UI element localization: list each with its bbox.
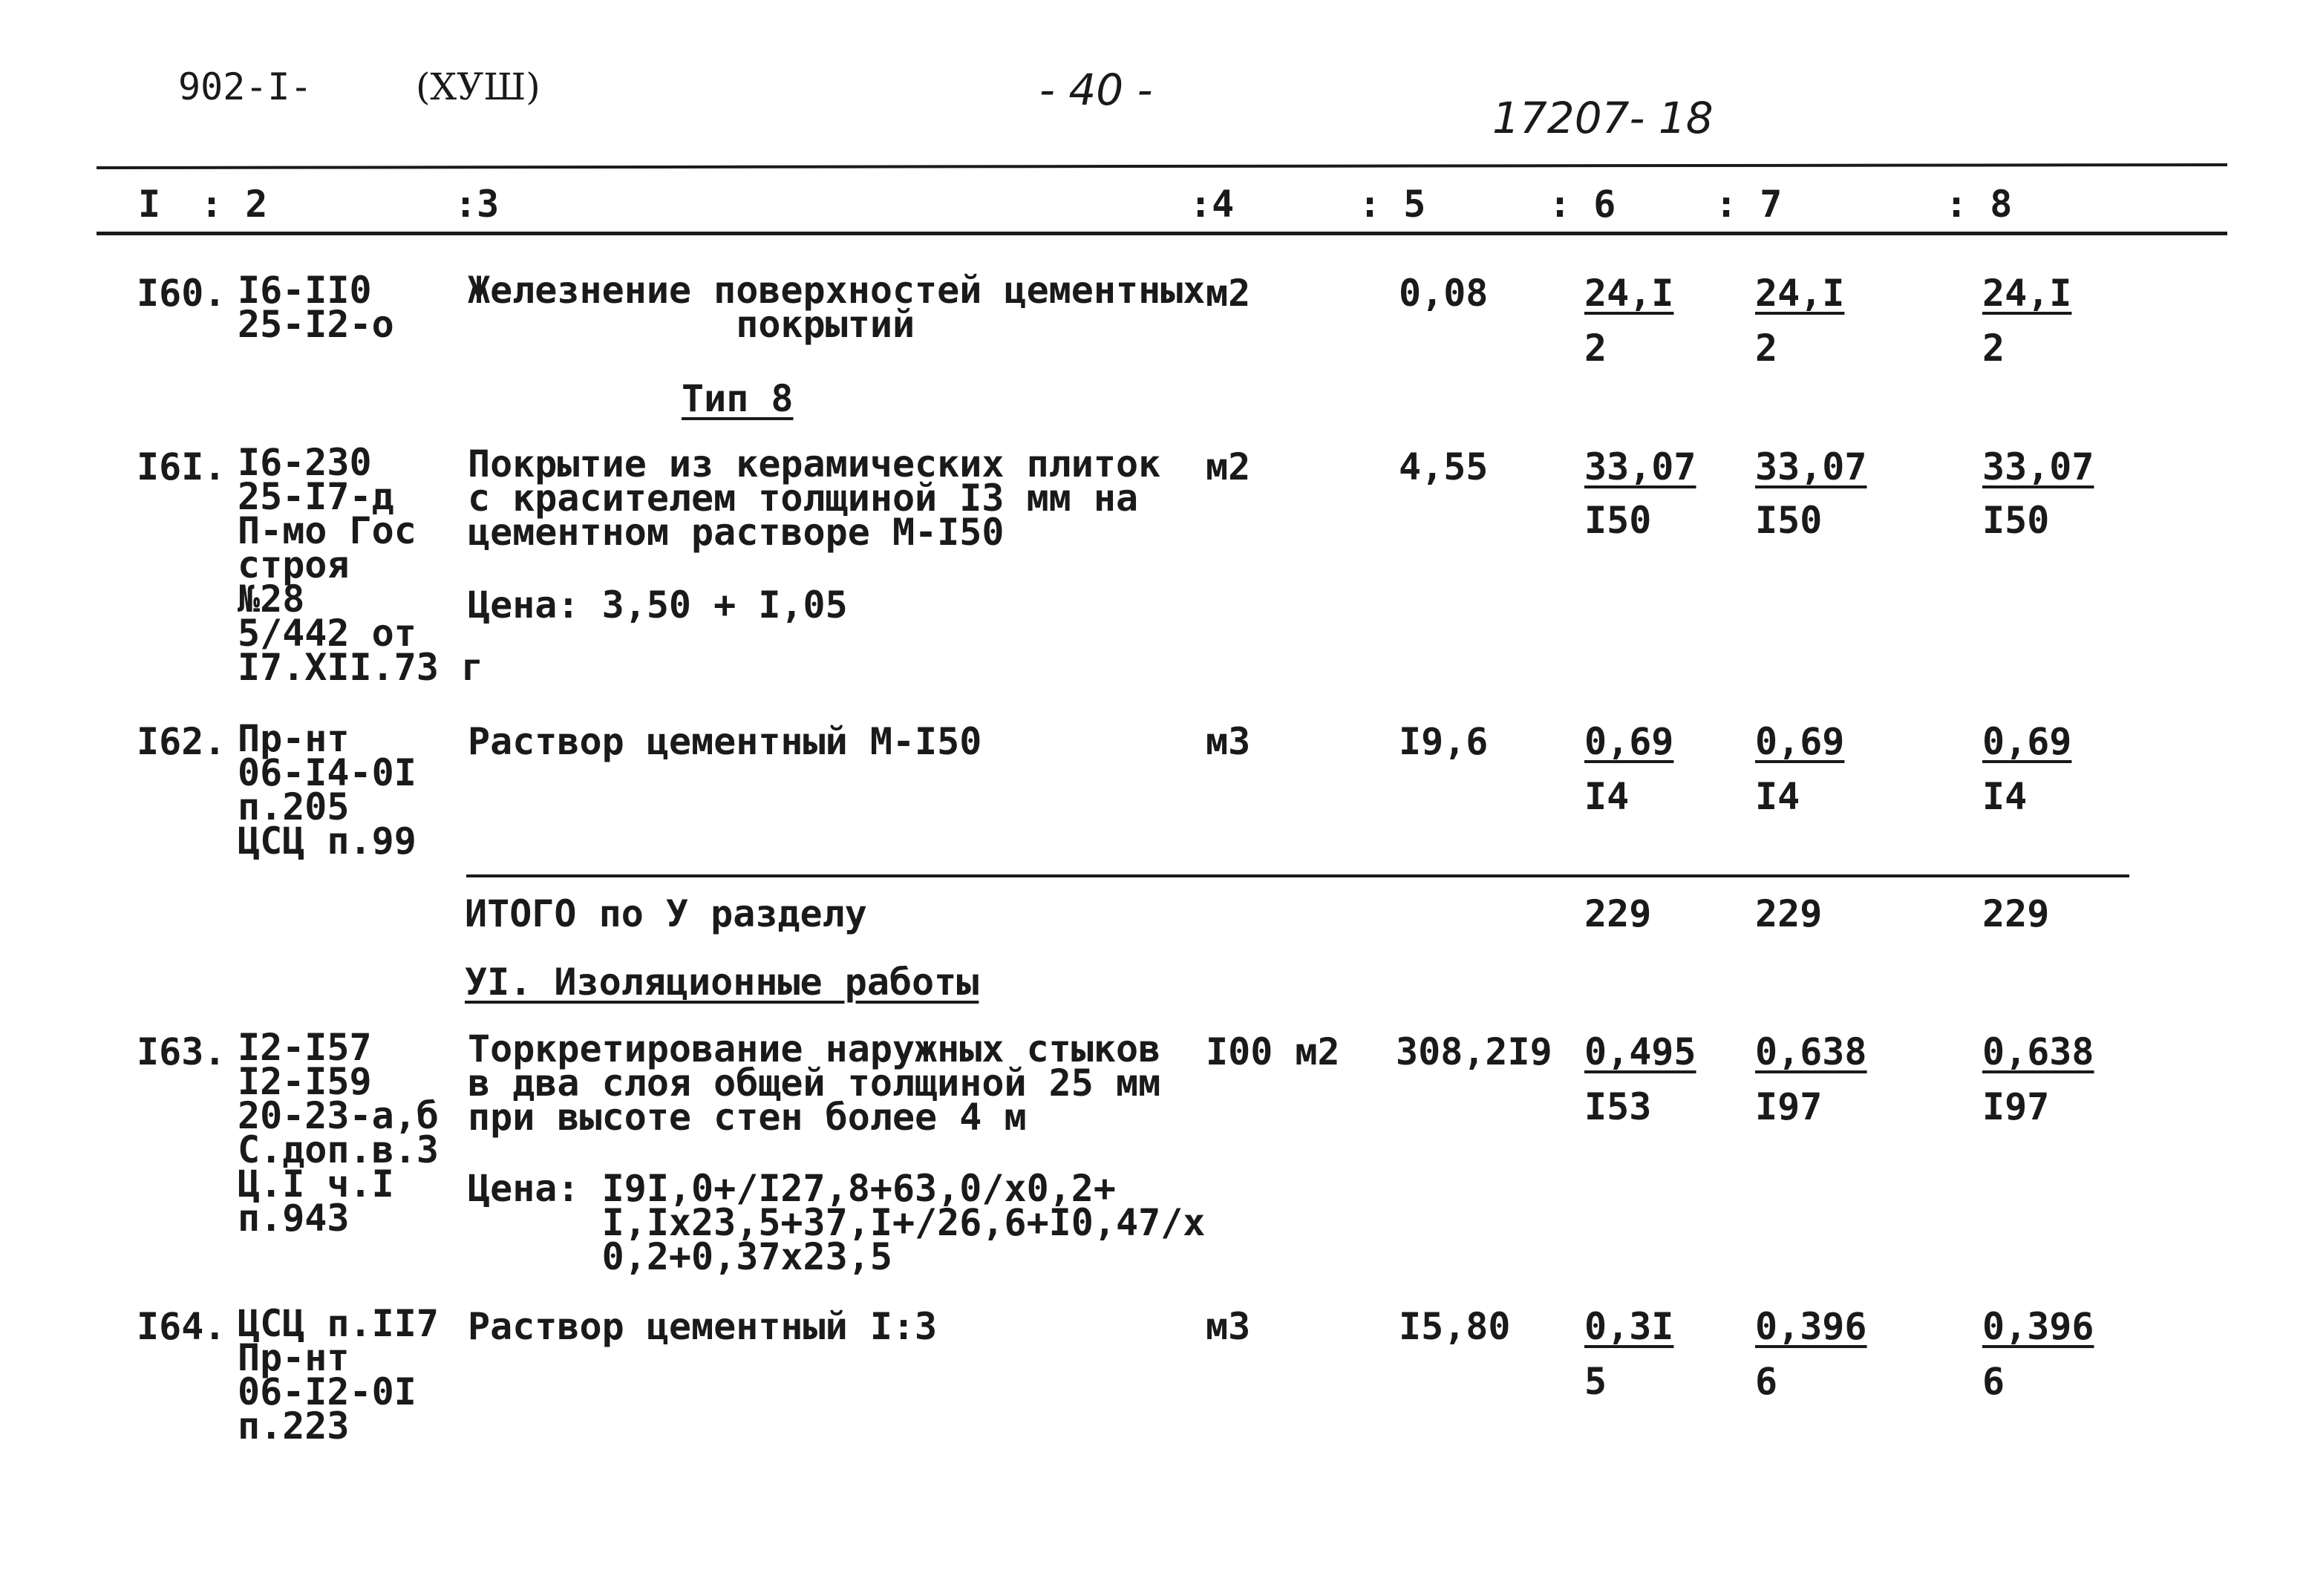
row-c7-value: 0,638: [1755, 1030, 1867, 1073]
row-c8-value: 0,69: [1982, 720, 2072, 763]
row-c8-value: 0,396: [1982, 1305, 2094, 1348]
row-c6-value: 24,I: [1584, 272, 1674, 315]
row-unit: м3: [1206, 720, 1251, 763]
row-c7-value: 0,69: [1755, 720, 1845, 763]
row-c7-sub: 2: [1755, 327, 1778, 370]
row-description: Раствор цементный I:3: [468, 1305, 938, 1348]
row-number: I64.: [137, 1305, 226, 1348]
row-quantity: 308,2I9: [1396, 1030, 1552, 1073]
row-reference: ЦСЦ п.II7 Пр-нт 06-I2-0I п.223: [238, 1302, 439, 1448]
row-reference: I6-230 25-I7-д П-мо Гос строя №28 5/442 от I7.XII.73 г: [238, 441, 484, 689]
row-c8-sub: I4: [1982, 775, 2028, 818]
row-price: Цена: I9I,0+/I27,8+63,0/x0,2+ I,Ix23,5+37,I+/26,6+I0,47/x 0,2+0,37x23,5: [468, 1167, 1206, 1278]
section-code: (ХУШ): [416, 65, 540, 108]
row-c6-sub: I53: [1584, 1085, 1652, 1128]
row-c8-sub: I50: [1982, 499, 2050, 542]
row-c6-sub: 2: [1584, 327, 1607, 370]
row-c6-sub: I50: [1584, 499, 1652, 542]
row-reference: Пр-нт 06-I4-0I п.205 ЦСЦ п.99: [238, 717, 417, 863]
row-reference: I2-I57 I2-I59 20-23-а,б С.доп.в.3 Ц.I ч.I п.943: [238, 1026, 439, 1240]
row-quantity: I5,80: [1399, 1305, 1511, 1348]
row-c6-value: 0,3I: [1584, 1305, 1674, 1348]
row-description: Покрытие из керамических плиток с красителем толщиной I3 мм на цементном растворе М-I50: [468, 442, 1161, 554]
row-c7-sub: I4: [1755, 775, 1800, 818]
total-c8: 229: [1982, 892, 2050, 935]
row-c8-value: 0,638: [1982, 1030, 2094, 1073]
row-reference: I6-II0 25-I2-o: [238, 269, 394, 346]
col-header-4: :4: [1189, 183, 1235, 226]
row-c8-value: 24,I: [1982, 272, 2072, 315]
section-heading: УI. Изоляционные работы: [465, 961, 979, 1004]
row-quantity: 4,55: [1399, 445, 1489, 488]
row-c6-sub: I4: [1584, 775, 1630, 818]
row-c7-sub: 6: [1755, 1360, 1778, 1403]
row-c7-sub: I50: [1755, 499, 1823, 542]
column-header-rule: [97, 232, 2227, 235]
row-description: Раствор цементный М-I50: [468, 720, 982, 763]
row-quantity: I9,6: [1399, 720, 1489, 763]
col-header-8: : 8: [1945, 183, 2013, 226]
document-code: 902-I-: [178, 65, 313, 108]
row-number: I63.: [137, 1030, 226, 1073]
handwritten-number: 17207- 18: [1492, 93, 1714, 143]
row-c8-sub: 6: [1982, 1360, 2005, 1403]
subtotal-rule: [466, 874, 2129, 877]
row-unit: м2: [1206, 445, 1251, 488]
col-header-3: :3: [454, 183, 500, 226]
row-c8-value: 33,07: [1982, 445, 2094, 488]
row-unit: м3: [1206, 1305, 1251, 1348]
total-label: ИТОГО по У разделу: [465, 892, 867, 935]
type-heading: Тип 8: [682, 377, 794, 420]
row-unit: м2: [1206, 272, 1251, 315]
col-header-7: : 7: [1715, 183, 1783, 226]
row-c8-sub: 2: [1982, 327, 2005, 370]
row-price: Цена: 3,50 + I,05: [468, 583, 848, 627]
top-rule: [97, 163, 2227, 169]
row-quantity: 0,08: [1399, 272, 1489, 315]
row-unit: I00 м2: [1206, 1030, 1340, 1073]
row-c6-value: 33,07: [1584, 445, 1696, 488]
row-c7-sub: I97: [1755, 1085, 1823, 1128]
row-c7-value: 0,396: [1755, 1305, 1867, 1348]
col-header-2: : 2: [200, 183, 268, 226]
row-c7-value: 33,07: [1755, 445, 1867, 488]
col-header-6: : 6: [1549, 183, 1616, 226]
row-c7-value: 24,I: [1755, 272, 1845, 315]
col-header-5: : 5: [1359, 183, 1426, 226]
total-c6: 229: [1584, 892, 1652, 935]
row-c8-sub: I97: [1982, 1085, 2050, 1128]
row-description: Торкретирование наружных стыков в два слоя общей толщиной 25 мм при высоте стен более 4 м: [468, 1027, 1161, 1139]
row-description: Железнение поверхностей цементных покрытий: [468, 269, 1206, 346]
row-number: I60.: [137, 272, 226, 315]
page-number: - 40 -: [1039, 65, 1153, 115]
col-header-1: I: [138, 183, 161, 226]
row-number: I6I.: [137, 445, 226, 488]
row-c6-sub: 5: [1584, 1360, 1607, 1403]
row-number: I62.: [137, 720, 226, 763]
row-c6-value: 0,495: [1584, 1030, 1696, 1073]
total-c7: 229: [1755, 892, 1823, 935]
row-c6-value: 0,69: [1584, 720, 1674, 763]
